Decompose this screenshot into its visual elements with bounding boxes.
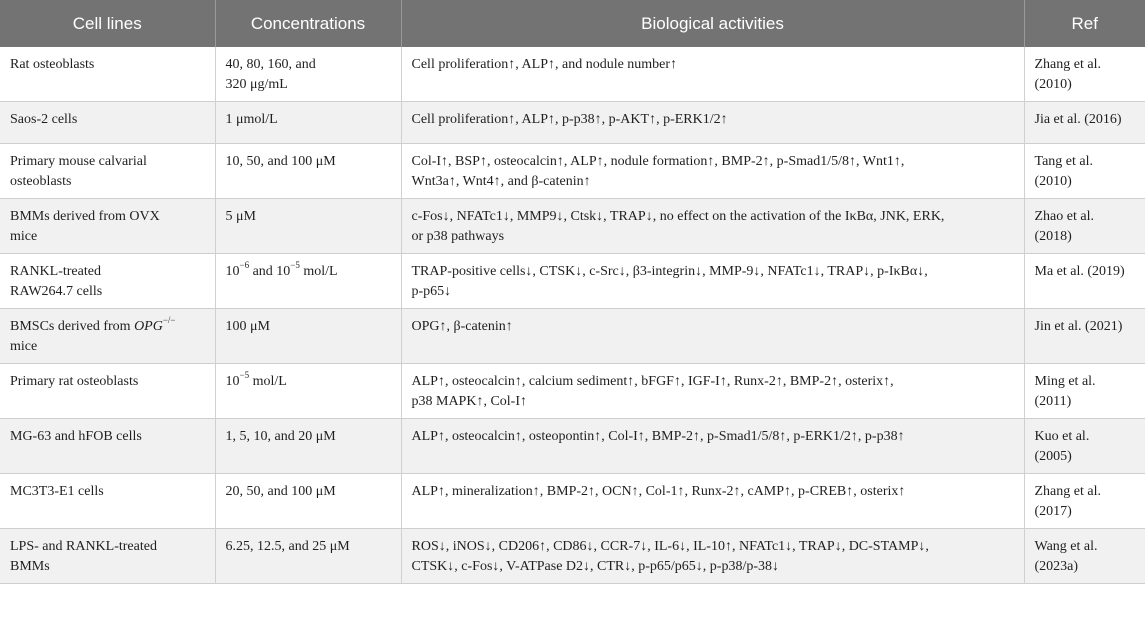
biological-activities: ALP↑, mineralization↑, BMP-2↑, OCN↑, Col-1↑, Runx-2↑, cAMP↑, p-CREB↑, osterix↑ [401, 474, 1024, 529]
biological-activities: TRAP-positive cells↓, CTSK↓, c-Src↓, β3-integrin↓, MMP-9↓, NFATc1↓, TRAP↓, p-IκBα↓, p-p65↓ [401, 254, 1024, 309]
biological-activities: ALP↑, osteocalcin↑, calcium sediment↑, bFGF↑, IGF-I↑, Runx-2↑, BMP-2↑, osterix↑, p38 MAPK↑, Col-I↑ [401, 364, 1024, 419]
concentration: 1, 5, 10, and 20 μM [215, 419, 401, 474]
header-concentrations: Concentrations [215, 0, 401, 47]
concentration: $10^{-6}$ and $10^{-5}$ mol/L [215, 254, 401, 309]
biological-activities: c-Fos↓, NFATc1↓, MMP9↓, Ctsk↓, TRAP↓, no effect on the activation of the IκBα, JNK, ERK, or p38 pathways [401, 199, 1024, 254]
reference: Tang et al. (2010) [1024, 144, 1145, 199]
concentration: 20, 50, and 100 μM [215, 474, 401, 529]
table-row [0, 144, 1145, 199]
concentration: 10, 50, and 100 μM [215, 144, 401, 199]
reference: Zhang et al. (2010) [1024, 47, 1145, 102]
cell-line: Rat osteoblasts [0, 47, 215, 102]
table-row [0, 309, 1145, 364]
reference: Jia et al. (2016) [1024, 102, 1145, 144]
cell-line: BMMs derived from OVX mice [0, 199, 215, 254]
table-row [0, 364, 1145, 419]
biological-activities: Cell proliferation↑, ALP↑, p-p38↑, p-AKT↑, p-ERK1/2↑ [401, 102, 1024, 144]
table-row [0, 419, 1145, 474]
cell-line: Primary mouse calvarial osteoblasts [0, 144, 215, 199]
reference: Jin et al. (2021) [1024, 309, 1145, 364]
table-row [0, 474, 1145, 529]
table-body [0, 47, 1145, 584]
concentration: 40, 80, 160, and 320 μg/mL [215, 47, 401, 102]
reference: Wang et al. (2023a) [1024, 529, 1145, 584]
concentration: 6.25, 12.5, and 25 μM [215, 529, 401, 584]
cell-line: BMSCs derived from OPG−/− mice [0, 309, 215, 364]
table-row [0, 102, 1145, 144]
biological-activities: ROS↓, iNOS↓, CD206↑, CD86↓, CCR-7↓, IL-6↓, IL-10↑, NFATc1↓, TRAP↓, DC-STAMP↓, CTSK↓, c-Fos↓, V-ATPase D2↓, CTR↓, p-p65/p65↓, p-p38/p-38↓ [401, 529, 1024, 584]
table-row [0, 199, 1145, 254]
concentration: 5 μM [215, 199, 401, 254]
header-row [0, 0, 1145, 47]
table-header [0, 0, 1145, 47]
concentration: 100 μM [215, 309, 401, 364]
concentration: 1 μmol/L [215, 102, 401, 144]
reference: Ma et al. (2019) [1024, 254, 1145, 309]
cell-line: Saos-2 cells [0, 102, 215, 144]
table-row [0, 254, 1145, 309]
concentration: $10^{-5}$ mol/L [215, 364, 401, 419]
header-cell-lines: Cell lines [0, 0, 215, 47]
cell-line: MG-63 and hFOB cells [0, 419, 215, 474]
biological-activities: Col-I↑, BSP↑, osteocalcin↑, ALP↑, nodule formation↑, BMP-2↑, p-Smad1/5/8↑, Wnt1↑, Wnt3a↑, Wnt4↑, and β-catenin↑ [401, 144, 1024, 199]
cell-line: RANKL-treated RAW264.7 cells [0, 254, 215, 309]
biological-activities: OPG↑, β-catenin↑ [401, 309, 1024, 364]
table-row [0, 47, 1145, 102]
reference: Zhao et al. (2018) [1024, 199, 1145, 254]
cell-line: MC3T3-E1 cells [0, 474, 215, 529]
reference: Ming et al. (2011) [1024, 364, 1145, 419]
reference: Zhang et al. (2017) [1024, 474, 1145, 529]
table-row [0, 529, 1145, 584]
reference: Kuo et al. (2005) [1024, 419, 1145, 474]
cell-line: Primary rat osteoblasts [0, 364, 215, 419]
cell-line: LPS- and RANKL-treated BMMs [0, 529, 215, 584]
header-biological-activities: Biological activities [401, 0, 1024, 47]
biological-activities: Cell proliferation↑, ALP↑, and nodule number↑ [401, 47, 1024, 102]
biological-activities: ALP↑, osteocalcin↑, osteopontin↑, Col-I↑, BMP-2↑, p-Smad1/5/8↑, p-ERK1/2↑, p-p38↑ [401, 419, 1024, 474]
header-ref: Ref [1024, 0, 1145, 47]
